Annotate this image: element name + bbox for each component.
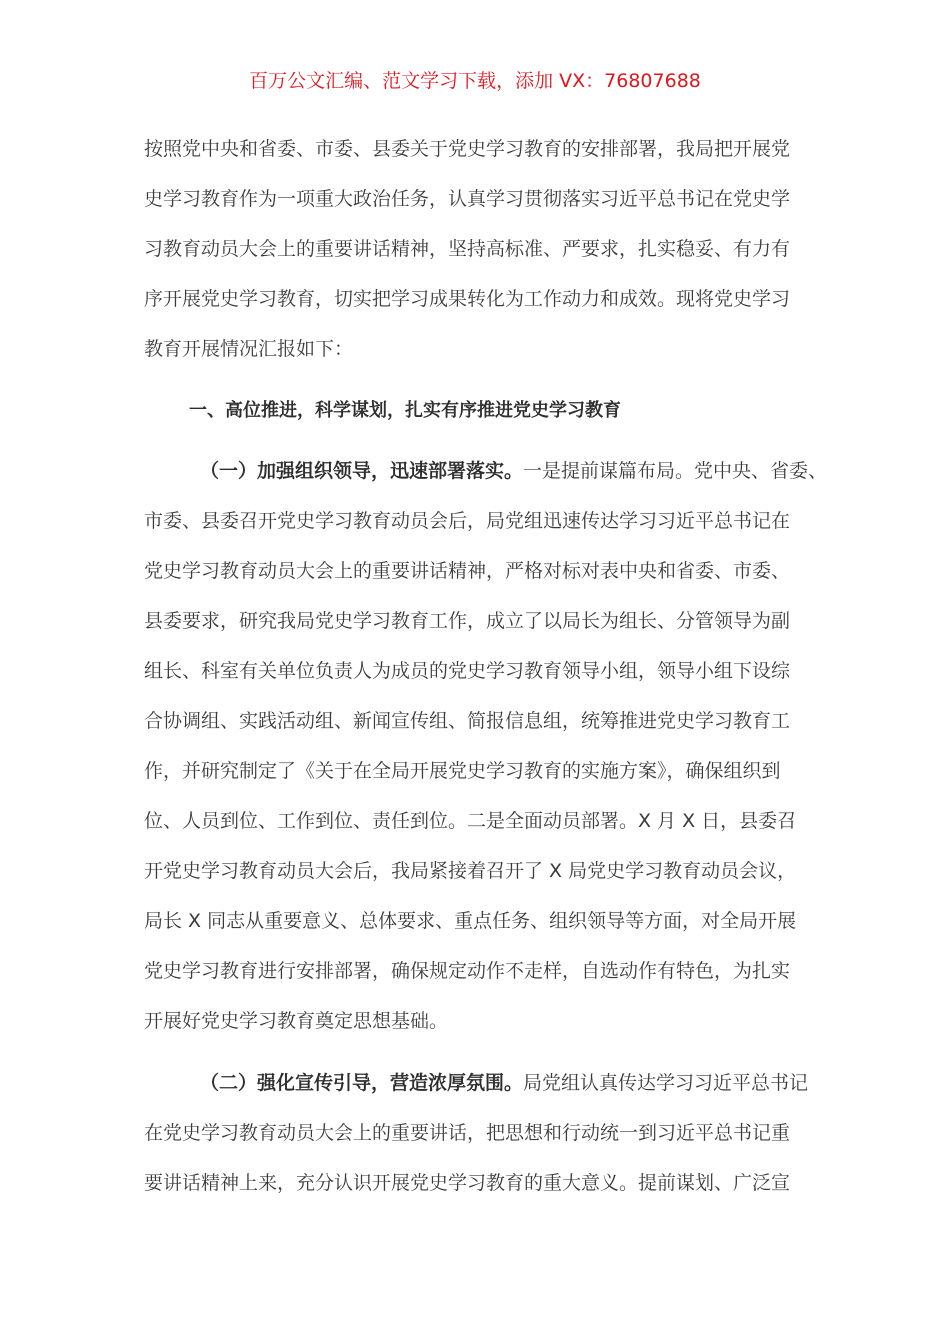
body-line: 组长、科室有关单位负责人为成员的党史学习教育领导小组，领导小组下设综	[144, 660, 791, 682]
body-line: 局长 X 同志从重要意义、总体要求、重点任务、组织领导等方面，对全局开展	[144, 910, 797, 932]
body-line: 合协调组、实践活动组、新闻宣传组、简报信息组，统筹推进党史学习教育工	[144, 710, 791, 732]
subsection-text: 局党组认真传达学习习近平总书记	[523, 1072, 809, 1094]
subsection-text: 一是提前谋篇布局。党中央、省委、	[523, 460, 828, 482]
intro-line: 教育开展情况汇报如下：	[144, 338, 354, 360]
subsection-first-line	[200, 456, 827, 486]
body-line: 开党史学习教育动员大会后，我局紧接着召开了 X 局党史学习教育动员会议，	[144, 860, 797, 882]
section-heading: 一、高位推进，科学谋划，扎实有序推进党史学习教育	[189, 400, 621, 421]
body-line: 开展好党史学习教育奠定思想基础。	[144, 1010, 449, 1032]
subsection-title: （二）强化宣传引导，营造浓厚氛围。	[200, 1072, 524, 1094]
intro-line: 史学习教育作为一项重大政治任务，认真学习贯彻落实习近平总书记在党史学	[144, 188, 791, 210]
body-line: 作，并研究制定了《关于在全局开展党史学习教育的实施方案》，确保组织到	[144, 760, 781, 782]
body-line: 市委、县委召开党史学习教育动员会后，局党组迅速传达学习习近平总书记在	[144, 510, 791, 532]
subsection-title: （一）加强组织领导，迅速部署落实。	[200, 460, 524, 482]
body-line: 党史学习教育动员大会上的重要讲话精神，严格对标对表中央和省委、市委、	[144, 560, 791, 582]
body-line: 党史学习教育进行安排部署，确保规定动作不走样，自选动作有特色，为扎实	[144, 960, 791, 982]
subsection-first-line	[200, 1068, 808, 1098]
watermark-banner: 百万公文汇编、范文学习下载，添加 VX：76807688	[249, 70, 701, 92]
body-line: 县委要求，研究我局党史学习教育工作，成立了以局长为组长、分管领导为副	[144, 610, 791, 632]
body-line: 在党史学习教育动员大会上的重要讲话，把思想和行动统一到习近平总书记重	[144, 1122, 791, 1144]
intro-line: 序开展党史学习教育，切实把学习成果转化为工作动力和成效。现将党史学习	[144, 288, 791, 310]
body-line: 位、人员到位、工作到位、责任到位。二是全面动员部署。X 月 X 日，县委召	[144, 810, 797, 832]
intro-line: 习教育动员大会上的重要讲话精神，坚持高标准、严要求，扎实稳妥、有力有	[144, 238, 791, 260]
body-line: 要讲话精神上来，充分认识开展党史学习教育的重大意义。提前谋划、广泛宣	[144, 1172, 791, 1194]
intro-line: 按照党中央和省委、市委、县委关于党史学习教育的安排部署，我局把开展党	[144, 138, 791, 160]
